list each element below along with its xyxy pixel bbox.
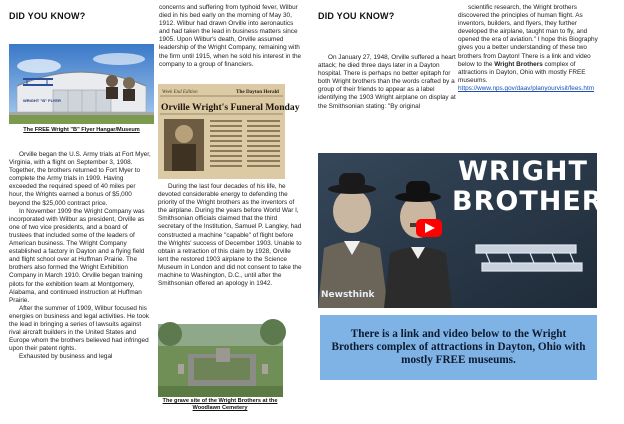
col4-bold-text: Wright Brothers xyxy=(494,60,543,68)
col2-mid-text xyxy=(158,183,302,288)
col3-heading: DID YOU KNOW? xyxy=(318,11,395,21)
video-thumbnail[interactable] xyxy=(318,153,624,308)
nps-fees-link[interactable]: https://www.nps.gov/daav/planyourvisit/fees.htm xyxy=(458,84,595,92)
col4-text-before: scientific research, the Wright brothers discovered the principles of human flight. As inventors, builders, and flyers, they further developed the airplane, taught man to fly, and opened the era of aviation." I hope this Biography gives you a better understanding of these two brothers from Dayton! There is a link and video below to the xyxy=(458,4,598,68)
video-title-line2: BROTHERS xyxy=(452,186,624,217)
col3-paragraph: On January 27, 1948, Orville suffered a heart attack; he died three days later in a Dayton hospital. There is perhaps no better epitaph for both Wright brothers than the words crafted by a group of their friends to appear as a label identifying the 1903 Wright airplane on display at the Smithsonian stating: "By original xyxy=(318,54,456,110)
newspaper-edition: Week End Edition xyxy=(162,90,198,95)
col2-top-text: concerns and suffering from typhoid fever, Wilbur died in his bed early on the morning of May 30, 1912. Wilbur had drawn Orville into aeronautics and had taken the lead in business matters since 1905. Upon Wilbur's death, Orville assumed leadership of the Wright Company, remaining with the firm until 1915, when he sold his interest in the company to a group of financiers. xyxy=(159,4,302,68)
video-channel: Newsthink xyxy=(321,290,375,300)
hangar-sign-text: WRIGHT "B" FLYER xyxy=(23,98,61,103)
video-title xyxy=(452,156,624,217)
col1-body xyxy=(9,151,151,361)
col4-text-after: complex of attractions in Dayton, Ohio with mostly FREE museums. xyxy=(458,60,586,84)
col2-paragraph: During the last four decades of his life, he devoted considerable energy to defending the priority of the Wright brothers as the inventors of the airplane. During the years before World War I, Smithsonian officials claimed that the third secretary of the Institution, Samuel P. Langley, had constructed a machine "capable" of flight before the Wrights' success of December 1903. Unable to obtain a retraction of this claim by 1928, Orville lent the restored 1903 airplane to the Science Museum in London and did not consent to take the machine to Washington, D.C., until after the Smithsonian offered an apology in 1942. xyxy=(158,183,302,288)
col1-heading: DID YOU KNOW? xyxy=(9,11,86,21)
col3-body xyxy=(318,54,457,111)
newspaper-photo xyxy=(158,84,300,179)
attractions-callout xyxy=(320,315,597,380)
col1-paragraph: Orville began the U.S. Army trials at Fort Myer, Virginia, with a flight on September 3, 1908. Together, the brothers returned to Fort Myer to complete the Army trials in 1909. Having exceeded the required speed of 40 miles per hour, the Wrights earned a bonus of $5,000 beyond the $25,000 contract price. xyxy=(9,151,151,207)
hangar-museum-photo xyxy=(9,44,154,124)
col1-paragraph: In November 1909 the Wright Company was incorporated with Wilbur as president, Orville as one of two vice presidents, and a board of trustees that included some of the leaders of American business. The Wright Company established a factory in Dayton and a flying field and flight school over at Huffman Prairie. The brothers also formed the Wright Exhibition Company in March 1910. Orville began training pilots for the exhibition team at Montgomery, Alabama, and continued instruction at Huffman Prairie. xyxy=(9,207,145,304)
newspaper-headline: Orville Wright's Funeral Monday xyxy=(161,102,300,113)
col1-paragraph: After the summer of 1909, Wilbur focused his energies on business and legal activities. He took the lead in bringing a series of lawsuits against rival aircraft builders in the United States and Europe whom the brothers believed had infringed upon their patent rights. xyxy=(9,304,149,353)
callout-text: There is a link and video below to the Wright Brothers complex of attractions in Dayton, Ohio with mostly FREE museums. xyxy=(331,328,586,366)
hangar-photo-caption: The FREE Wright "B" Flyer Hangar/Museum xyxy=(23,127,140,133)
newspaper-masthead: The Dayton Herald xyxy=(236,89,279,95)
col1-paragraph: Exhausted by business and legal xyxy=(19,353,113,361)
col4-body xyxy=(458,4,598,93)
grave-photo-caption: The grave site of the Wright Brothers at the Woodlawn Cemetery xyxy=(162,398,278,411)
grave-site-photo xyxy=(158,324,283,397)
video-title-line1: WRIGHT xyxy=(458,156,588,187)
